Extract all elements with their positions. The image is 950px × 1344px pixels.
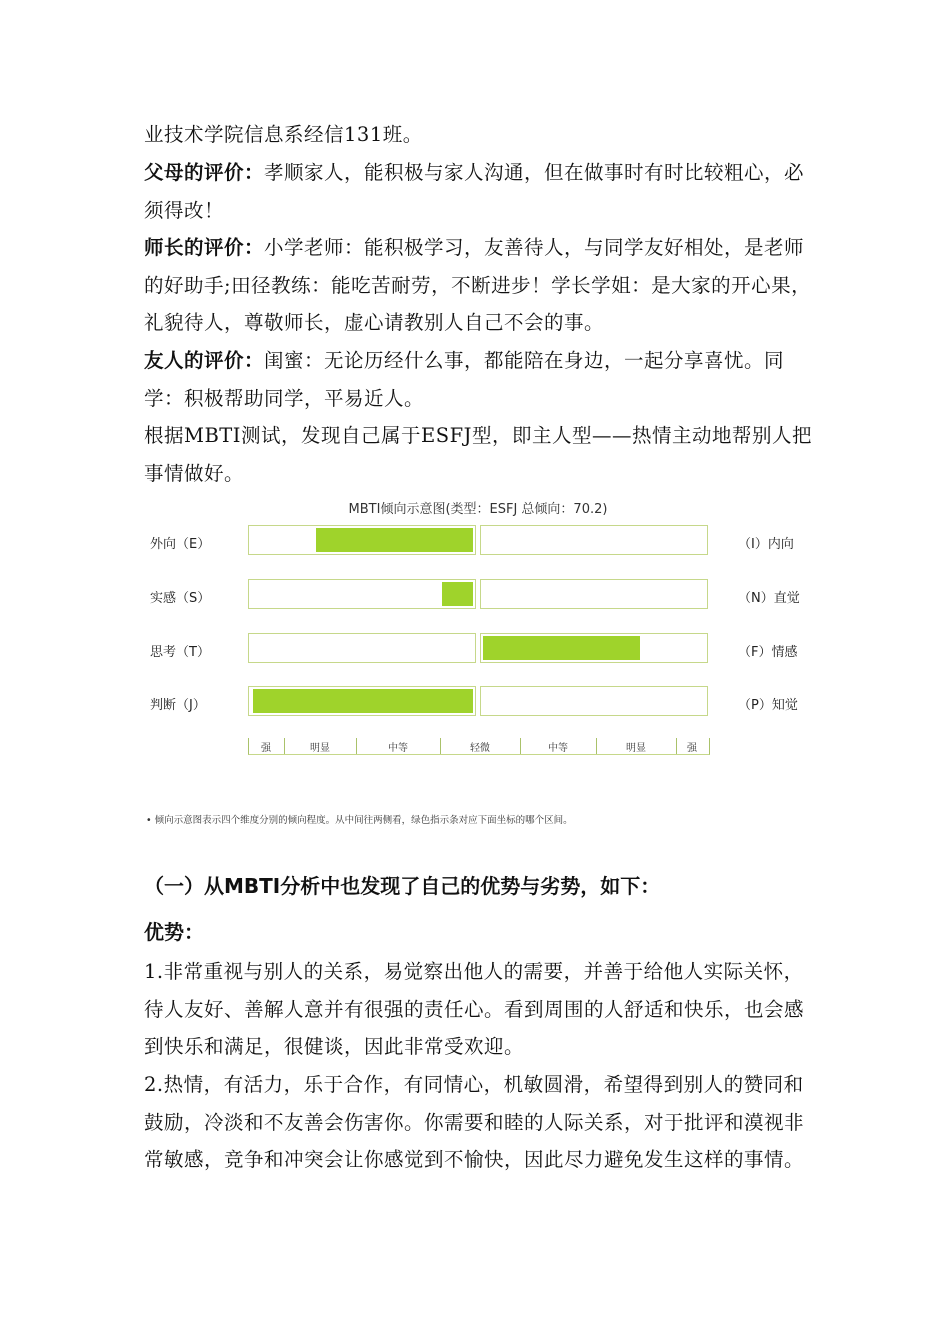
bullet-icon: •	[146, 815, 152, 826]
chart-title: MBTI倾向示意图(类型：ESFJ 总倾向：70.2)	[348, 502, 608, 517]
dimension-left-label: 思考（T）	[150, 645, 210, 660]
tendency-bar	[483, 636, 640, 660]
section-heading: （一）从MBTI分析中也发现了自己的优势与劣势，如下：	[144, 874, 661, 898]
parents-label: 父母的评价：	[144, 161, 265, 184]
mbti-summary: 根据MBTI测试，发现自己属于ESFJ型，即主人型——热情主动地帮别人把事情做好。	[144, 424, 812, 485]
axis-label: 强	[687, 743, 697, 754]
left-bar-track	[248, 579, 476, 609]
right-bar-track	[480, 525, 708, 555]
teachers-text: 小学老师：能积极学习，友善待人，与同学友好相处，是老师的好助手;田径教练：能吃苦耐劳，不断进步！学长学姐：是大家的开心果，礼貌待人，尊敬师长，虚心请教别人自己不会的事。	[144, 236, 812, 334]
dimension-right-label: （N）直觉	[738, 591, 800, 606]
friends-label: 友人的评价：	[144, 349, 265, 372]
chart-note-text: 倾向示意图表示四个维度分别的倾向程度。从中间往两侧看，绿色指示条对应下面坐标的哪个区间。	[154, 815, 573, 826]
axis-label: 强	[261, 743, 271, 754]
strength-item-1: 1.非常重视与别人的关系，易觉察出他人的需要，并善于给他人实际关怀，待人友好、善解人意并有很强的责任心。看到周围的人舒适和快乐，也会感到快乐和满足，很健谈，因此非常受欢迎。	[144, 960, 805, 1058]
teachers-label: 师长的评价：	[144, 236, 265, 259]
teachers-evaluation	[144, 229, 814, 342]
tendency-bar	[316, 528, 473, 552]
dimension-right-label: （F）情感	[738, 645, 798, 660]
friends-evaluation	[144, 342, 814, 417]
parents-evaluation	[144, 154, 814, 229]
parents-text: 孝顺家人，能积极与家人沟通，但在做事时有时比较粗心，必须得改！	[144, 161, 805, 222]
chart-note	[146, 812, 573, 826]
axis-label: 明显	[626, 743, 646, 754]
intro-line-class: 业技术学院信息系经信131班。	[144, 123, 423, 146]
strengths-heading: 优势：	[144, 920, 204, 944]
friends-text: 闺蜜：无论历经什么事，都能陪在身边，一起分享喜忧。同学：积极帮助同学，平易近人。	[144, 349, 785, 410]
strength-item-2: 2.热情，有活力，乐于合作，有同情心，机敏圆滑，希望得到别人的赞同和鼓励，冷淡和不友善会伤害你。你需要和睦的人际关系，对于批评和漠视非常敏感，竞争和冲突会让你感觉到不愉快，因此尽力避免发生这样的事情。	[144, 1073, 805, 1171]
axis-label: 轻微	[470, 743, 490, 754]
dimension-left-label: 实感（S）	[150, 591, 211, 606]
tendency-bar	[253, 689, 473, 713]
axis-label: 中等	[548, 743, 568, 754]
left-bar-track	[248, 633, 476, 663]
left-bar-track	[248, 686, 476, 716]
right-bar-track	[480, 686, 708, 716]
tendency-bar	[442, 582, 473, 606]
axis-label: 中等	[388, 743, 408, 754]
right-bar-track	[480, 579, 708, 609]
left-bar-track	[248, 525, 476, 555]
right-bar-track	[480, 633, 708, 663]
axis-label: 明显	[310, 743, 330, 754]
dimension-right-label: （I）内向	[738, 537, 794, 552]
dimension-left-label: 外向（E）	[150, 537, 211, 552]
dimension-right-label: （P）知觉	[738, 698, 798, 713]
dimension-left-label: 判断（J）	[150, 698, 206, 713]
